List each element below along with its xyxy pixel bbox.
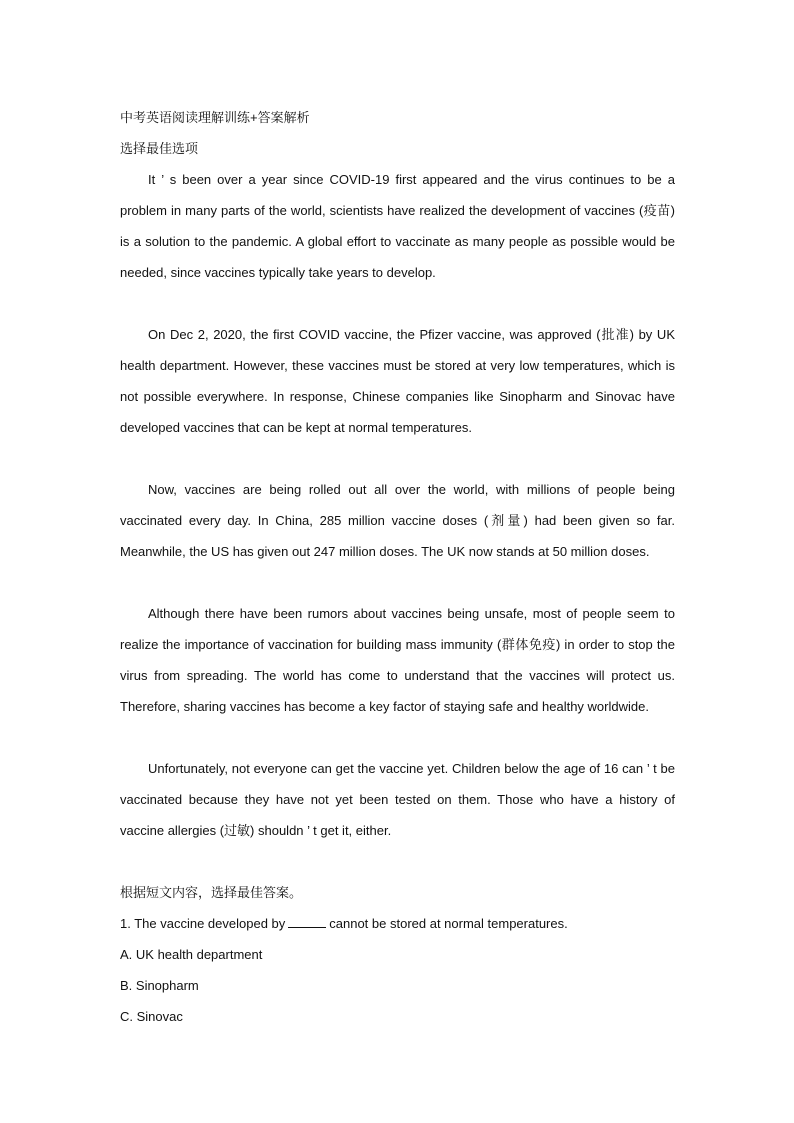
paragraph-5: Unfortunately, not everyone can get the vaccine yet. Children below the age of 16 can ’ t be vaccinated because they have not yet been tested on them. Those who have a history of vaccine allergies (过敏) shouldn ’ t get it, either. [120,761,675,838]
question-stem [120,908,675,939]
answer-blank [288,915,326,928]
question-stem-after: cannot be stored at normal temperatures. [329,916,568,931]
paragraph-2: On Dec 2, 2020, the first COVID vaccine, the Pfizer vaccine, was approved (批准) by UK health department. However, these vaccines must be stored at very low temperatures, which is not possible everywhere. In response, Chinese companies like Sinopharm and Sinovac have developed vaccines that can be kept at normal temperatures. [120,327,675,435]
document-title: 中考英语阅读理解训练+答案解析 [120,110,310,125]
paragraph-3: Now, vaccines are being rolled out all over the world, with millions of people being vaccinated every day. In China, 285 million vaccine doses (剂量) had been given so far. Meanwhile, the US has given out 247 million doses. The UK now stands at 50 million doses. [120,482,675,559]
paragraph-gap [120,567,675,598]
paragraph-gap [120,288,675,319]
section-heading: 选择最佳选项 [120,141,199,156]
paragraph-gap [120,722,675,753]
option-a: A. UK health department [120,947,263,962]
question-instruction: 根据短文内容，选择最佳答案。 [120,885,303,900]
document-content [120,102,675,1032]
paragraph-gap [120,443,675,474]
paragraph-1: It ’ s been over a year since COVID-19 first appeared and the virus continues to be a problem in many parts of the world, scientists have realized the development of vaccines (疫苗) is a solution to the pandemic. A global effort to vaccinate as many people as possible would be needed, since vaccines typically take years to develop. [120,172,675,280]
option-c: C. Sinovac [120,1009,183,1024]
paragraph-gap [120,846,675,877]
option-b: B. Sinopharm [120,978,199,993]
question-stem-before: 1. The vaccine developed by [120,916,286,931]
paragraph-4: Although there have been rumors about vaccines being unsafe, most of people seem to realize the importance of vaccination for building mass immunity (群体免疫) in order to stop the virus from spreading. The world has come to understand that the vaccines will protect us. Therefore, sharing vaccines has become a key factor of staying safe and healthy worldwide. [120,606,675,714]
